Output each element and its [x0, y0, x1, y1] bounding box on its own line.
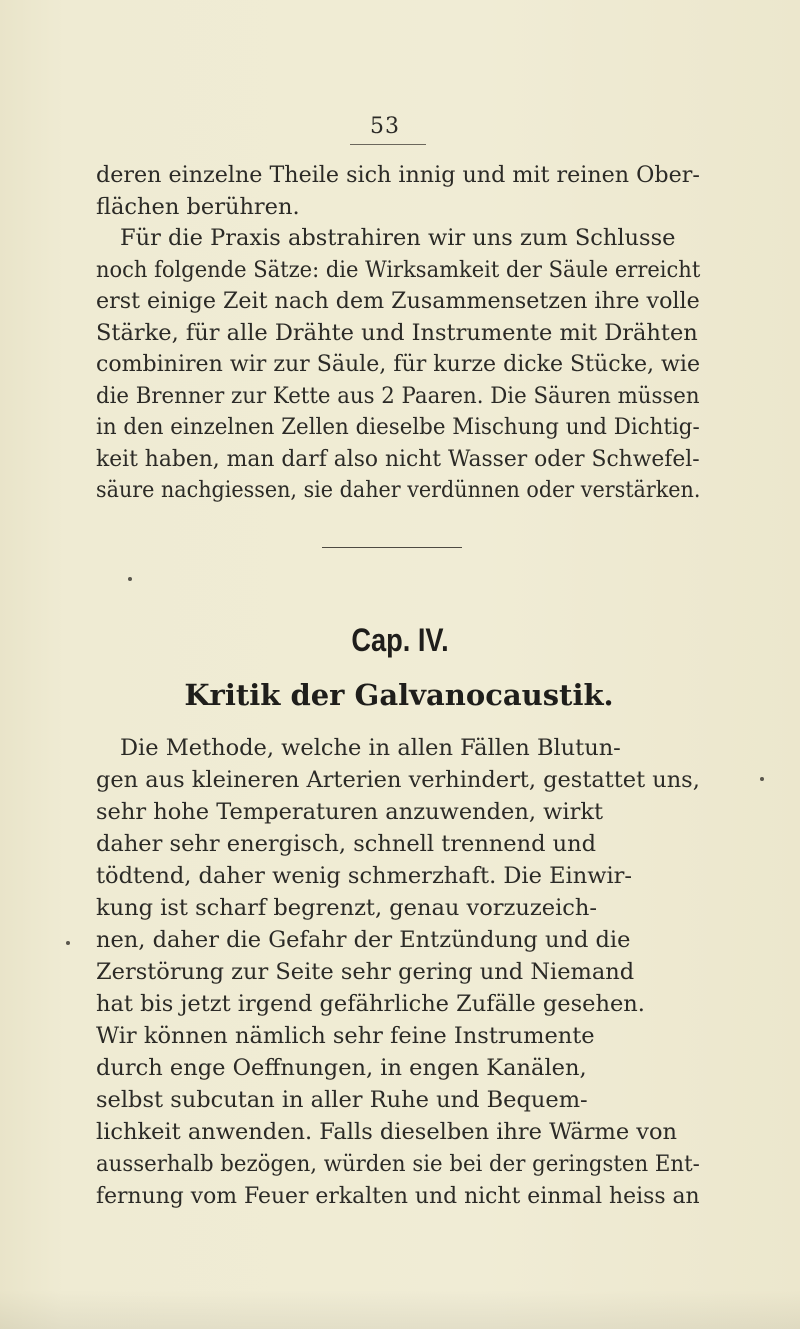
text-line: in den einzelnen Zellen dieselbe Mischung und Dichtig- — [96, 414, 700, 440]
section-divider — [322, 547, 462, 548]
text-line: Wir können nämlich sehr feine Instrumente — [96, 1023, 595, 1049]
text-line: die Brenner zur Kette aus 2 Paaren. Die Säuren müssen — [96, 383, 700, 409]
text-line: fernung vom Feuer erkalten und nicht einmal heiss an — [96, 1183, 700, 1209]
text-line: daher sehr energisch, schnell trennend und — [96, 831, 597, 857]
text-line: durch enge Oeffnungen, in engen Kanälen, — [96, 1055, 587, 1081]
text-line: ausserhalb bezögen, würden sie bei der geringsten Ent- — [96, 1151, 700, 1177]
text-line: kung ist scharf begrenzt, genau vorzuzeich- — [96, 895, 597, 921]
text-line: sehr hohe Temperaturen anzuwenden, wirkt — [96, 799, 604, 825]
text-line: Zerstörung zur Seite sehr gering und Niemand — [96, 959, 635, 985]
page-speck — [128, 577, 132, 581]
text-line: flächen berühren. — [96, 194, 300, 220]
page-edge-shadow — [0, 1290, 800, 1329]
text-line: Stärke, für alle Drähte und Instrumente mit Drähten — [96, 320, 698, 346]
page-speck — [66, 941, 70, 945]
text-line: erst einige Zeit nach dem Zusammensetzen ihre volle — [96, 288, 700, 314]
text-line: deren einzelne Theile sich innig und mit reinen Ober- — [96, 162, 700, 188]
text-line: combiniren wir zur Säule, für kurze dicke Stücke, wie — [96, 351, 701, 377]
text-line: selbst subcutan in aller Ruhe und Bequem- — [96, 1087, 588, 1113]
text-line: noch folgende Sätze: die Wirksamkeit der Säule erreicht — [96, 257, 701, 283]
text-line: gen aus kleineren Arterien verhindert, gestattet uns, — [96, 767, 700, 793]
page-number: 53 — [370, 114, 400, 139]
page-number-rule — [350, 144, 426, 145]
text-line: säure nachgiessen, sie daher verdünnen oder verstärken. — [96, 477, 701, 503]
chapter-heading: Cap. IV. — [351, 622, 449, 658]
text-line: keit haben, man darf also nicht Wasser oder Schwefel- — [96, 446, 700, 472]
section-title: Kritik der Galvanocaustik. — [184, 678, 614, 712]
text-line: Die Methode, welche in allen Fällen Blutun- — [120, 735, 621, 761]
page-speck — [760, 777, 764, 781]
text-line: tödtend, daher wenig schmerzhaft. Die Einwir- — [96, 863, 633, 889]
text-line: Für die Praxis abstrahiren wir uns zum Schlusse — [120, 225, 676, 251]
text-line: nen, daher die Gefahr der Entzündung und die — [96, 927, 631, 953]
text-line: lichkeit anwenden. Falls dieselben ihre Wärme von — [96, 1119, 678, 1145]
text-line: hat bis jetzt irgend gefährliche Zufälle gesehen. — [96, 991, 645, 1017]
